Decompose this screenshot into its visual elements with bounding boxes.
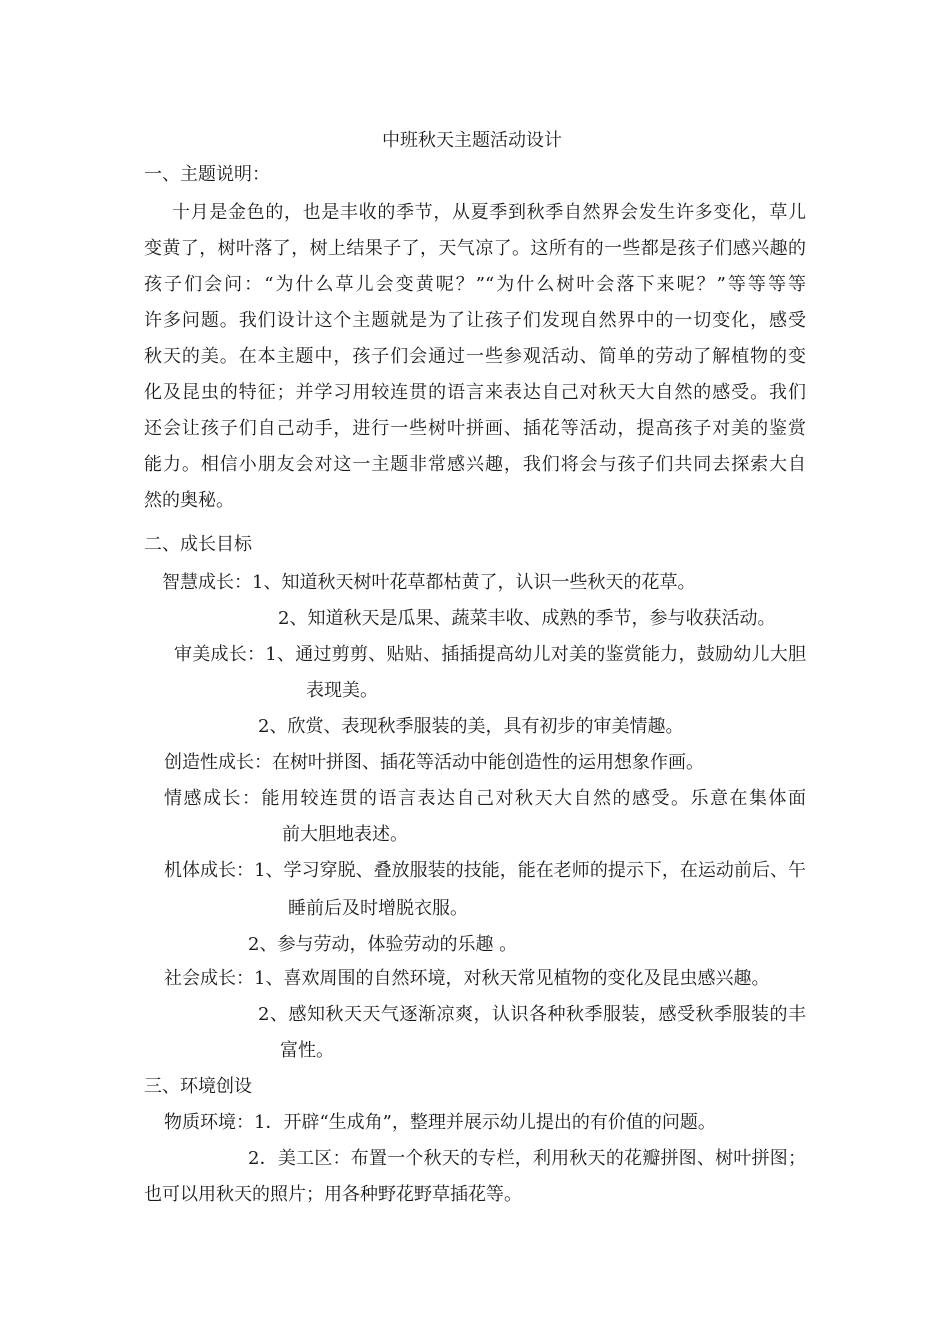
section-heading-1: 一、主题说明： [144,164,270,185]
paragraph-line: 然的奥秘。 [144,490,234,511]
section-heading-3: 三、环境创设 [144,1076,252,1097]
paragraph-line: 十月是金色的，也是丰收的季节，从夏季到秋季自然界会发生许多变化，草儿 [172,202,806,223]
goal-line: 2、感知秋天天气逐渐凉爽，认识各种秋季服装，感受秋季服装的丰 [258,1004,806,1025]
environment-line: 物质环境：1．开辟“生成角”，整理并展示幼儿提出的有价值的问题。 [164,1112,716,1133]
paragraph-line: 能力。相信小朋友会对这一主题非常感兴趣，我们将会与孩子们共同去探索大自 [144,454,806,475]
goal-line: 2、欣赏、表现秋季服装的美，具有初步的审美情趣。 [258,716,684,737]
goal-line: 2、参与劳动，体验劳动的乐趣 。 [248,934,518,955]
paragraph-line: 孩子们会问：“为什么草儿会变黄呢？”“为什么树叶会落下来呢？”等等等等 [144,274,806,295]
paragraph-line: 还会让孩子们自己动手，进行一些树叶拼画、插花等活动，提高孩子对美的鉴赏 [144,418,806,439]
paragraph-line: 化及昆虫的特征；并学习用较连贯的语言来表达自己对秋天大自然的感受。我们 [144,382,806,403]
environment-line: 2．美工区：布置一个秋天的专栏，利用秋天的花瓣拼图、树叶拼图； [248,1148,806,1169]
goal-line: 社会成长：1、喜欢周围的自然环境，对秋天常见植物的变化及昆虫感兴趣。 [164,968,770,989]
goal-line: 创造性成长：在树叶拼图、插花等活动中能创造性的运用想象作画。 [164,752,704,773]
goal-line: 前大胆地表述。 [282,824,408,845]
goal-line: 表现美。 [306,680,378,701]
goal-line: 审美成长：1、通过剪剪、贴贴、插插提高幼儿对美的鉴赏能力，鼓励幼儿大胆 [174,644,806,665]
goal-line: 富性。 [280,1040,334,1061]
goal-line: 情感成长：能用较连贯的语言表达自己对秋天大自然的感受。乐意在集体面 [164,788,806,809]
paragraph-line: 变黄了，树叶落了，树上结果子了，天气凉了。这所有的一些都是孩子们感兴趣的 [144,238,806,259]
paragraph-line: 许多问题。我们设计这个主题就是为了让孩子们发现自然界中的一切变化，感受 [144,310,806,331]
document-title: 中班秋天主题活动设计 [382,130,562,151]
goal-line: 睡前后及时增脱衣服。 [288,898,468,919]
goal-line: 2、知道秋天是瓜果、蔬菜丰收、成熟的季节，参与收获活动。 [278,608,776,629]
section-heading-2: 二、成长目标 [144,534,252,555]
goal-line: 智慧成长：1、知道秋天树叶花草都枯黄了，认识一些秋天的花草。 [162,572,696,593]
paragraph-line: 秋天的美。在本主题中，孩子们会通过一些参观活动、简单的劳动了解植物的变 [144,346,806,367]
goal-line: 机体成长：1、学习穿脱、叠放服装的技能，能在老师的提示下，在运动前后、午 [164,860,806,881]
environment-line: 也可以用秋天的照片；用各种野花野草插花等。 [144,1184,522,1205]
